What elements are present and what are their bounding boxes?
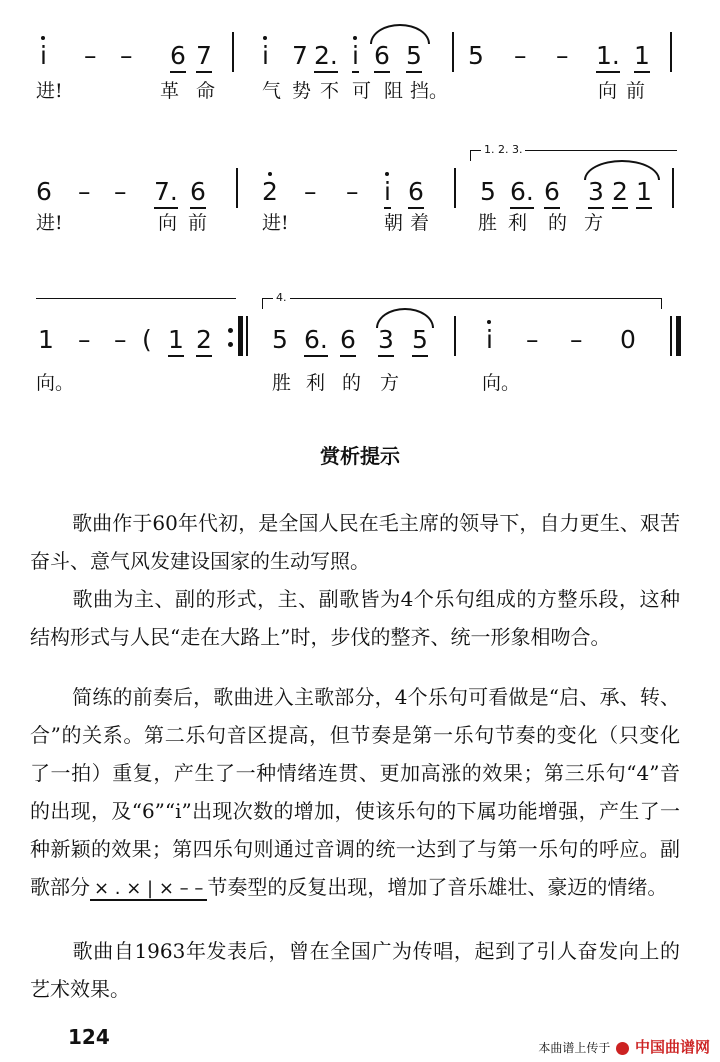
paragraph-text: 简练的前奏后，歌曲进入主歌部分，4个乐句可看做是“启、承、转、合”的关系。第二乐句音区提高，但节奏是第一乐句节奏的变化（只变化了一拍）重复，产生了一种情绪连贯、更加高涨的效果；第三乐句“4”音的出现，及“6”“i”出现次数的增加，使该乐句的下属功能增强，产生了一种新颖的效果；第四乐句则通过音调的统一达到了与第一乐句的呼应。副歌部分 [30, 685, 680, 899]
note: 0 [620, 325, 636, 354]
note: 6 [190, 177, 206, 206]
section-title: 赏析提示 [320, 444, 400, 468]
paragraph [30, 932, 680, 1008]
note: 1. [596, 41, 620, 70]
lyric: 向 [598, 80, 618, 102]
paragraph-text: 歌曲自1963年发表后，曾在全国广为传唱，起到了引人奋发向上的艺术效果。 [30, 939, 680, 1001]
lyric: 着 [410, 212, 430, 234]
volta-bracket [470, 143, 677, 161]
note: i [486, 325, 493, 354]
lyric: 可 [352, 80, 372, 102]
note: 6 [544, 177, 560, 206]
note: i [384, 177, 391, 206]
lyric: 的 [342, 372, 362, 394]
note: 6 [408, 177, 424, 206]
lyric: 不 [320, 80, 340, 102]
lyric: 方 [584, 212, 604, 234]
note: 5 [406, 41, 422, 70]
lyric: 前 [188, 212, 208, 234]
note: 5 [412, 325, 428, 354]
lyric: 向。 [482, 372, 521, 394]
rhythm-pattern: × . × | × – – [90, 878, 207, 901]
site-logo-icon [616, 1042, 629, 1055]
lyric: 的 [548, 212, 568, 234]
volta-label: 4. [273, 291, 290, 304]
volta-bracket [262, 291, 662, 309]
dash: – [346, 177, 359, 206]
dash: – [114, 325, 127, 354]
dash: – [556, 41, 569, 70]
lyric: 进! [36, 212, 63, 234]
dash: – [304, 177, 317, 206]
barline [236, 168, 238, 208]
note: 6. [304, 325, 328, 354]
lyric: 阻 [384, 80, 404, 102]
lyric: 进! [262, 212, 289, 234]
lyric: 前 [626, 80, 646, 102]
dash: – [78, 177, 91, 206]
lyric: 势 [292, 80, 312, 102]
score-line-3 [0, 291, 720, 354]
site-name: 中国曲谱网 [634, 1038, 710, 1056]
note: 6 [340, 325, 356, 354]
upload-prefix: 本曲谱上传于 [538, 1041, 611, 1055]
lyric: 气 [262, 80, 282, 102]
paragraph-text: 节奏型的反复出现，增加了音乐雄壮、豪迈的情绪。 [207, 875, 668, 899]
barline [454, 316, 456, 356]
note: 2 [196, 325, 212, 354]
paragraph [30, 678, 680, 908]
dash: – [84, 41, 97, 70]
lyric: 向 [158, 212, 178, 234]
repeat-dots [228, 328, 233, 352]
lyrics-line-2 [0, 212, 720, 242]
lyric: 利 [306, 372, 326, 394]
barline [452, 32, 454, 72]
note: 3 [588, 177, 604, 206]
lyrics-line-3 [0, 372, 720, 402]
volta-label: 1. 2. 3. [481, 143, 525, 156]
note: 5 [480, 177, 496, 206]
repeat-barline [238, 316, 243, 356]
note: 2 [262, 177, 278, 206]
paren: ( [142, 325, 152, 354]
paragraph-text: 歌曲作于60年代初，是全国人民在毛主席的领导下，自力更生、艰苦奋斗、意气风发建设国家的生动写照。 [30, 511, 680, 573]
lyric: 向。 [36, 372, 75, 394]
note: 2. [314, 41, 338, 70]
note: 1 [38, 325, 54, 354]
paragraph-text: 歌曲为主、副的形式，主、副歌皆为4个乐句组成的方整乐段，这种结构形式与人民“走在大路上”时，步伐的整齐、统一形象相吻合。 [30, 587, 680, 649]
final-barline-thin [670, 316, 672, 356]
page-number: 124 [68, 1025, 110, 1049]
lyric: 方 [380, 372, 400, 394]
dash: – [570, 325, 583, 354]
note: 6 [36, 177, 52, 206]
barline [454, 168, 456, 208]
lyric: 利 [508, 212, 528, 234]
lyric: 胜 [478, 212, 498, 234]
paragraph [30, 580, 680, 656]
dash: – [114, 177, 127, 206]
barline [672, 168, 674, 208]
note: 6 [374, 41, 390, 70]
note: 1 [634, 41, 650, 70]
dash: – [514, 41, 527, 70]
lyric: 朝 [384, 212, 404, 234]
lyric: 进! [36, 80, 63, 102]
continuation-line [36, 298, 236, 299]
note: i [40, 41, 47, 70]
note: 5 [272, 325, 288, 354]
note: 7 [292, 41, 308, 70]
dash: – [120, 41, 133, 70]
note: 1 [168, 325, 184, 354]
upload-note [538, 1036, 710, 1057]
dash: – [78, 325, 91, 354]
note: 5 [468, 41, 484, 70]
barline [670, 32, 672, 72]
barline [246, 316, 248, 356]
final-barline-thick [676, 316, 681, 356]
barline [232, 32, 234, 72]
note: 6 [170, 41, 186, 70]
note: 6. [510, 177, 534, 206]
note: 3 [378, 325, 394, 354]
lyrics-line-1 [0, 80, 720, 110]
note: i [352, 41, 359, 70]
paragraph [30, 504, 680, 580]
score-line-2 [0, 143, 720, 206]
note: i [262, 41, 269, 70]
score-line-1 [0, 14, 720, 70]
note: 7 [196, 41, 212, 70]
lyric: 胜 [272, 372, 292, 394]
lyric: 命 [196, 80, 216, 102]
dash: – [526, 325, 539, 354]
lyric: 挡。 [410, 80, 449, 102]
note: 1 [636, 177, 652, 206]
note: 7. [154, 177, 178, 206]
lyric: 革 [160, 80, 180, 102]
note: 2 [612, 177, 628, 206]
